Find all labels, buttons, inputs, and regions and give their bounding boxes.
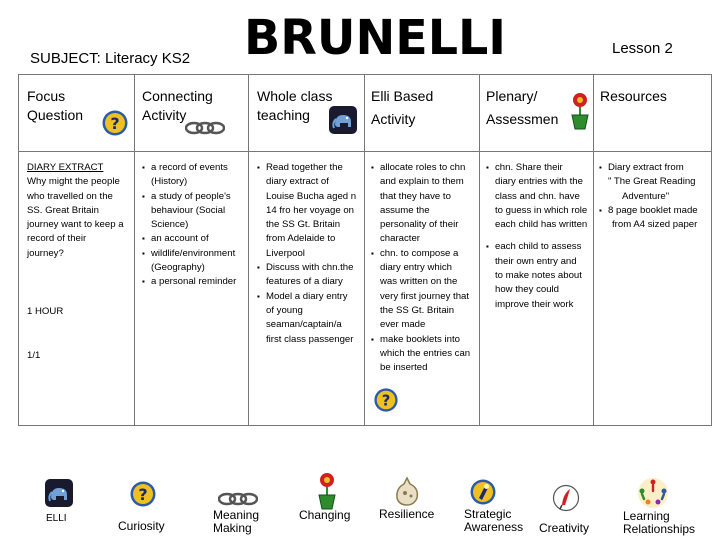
header-whole-class-teaching: Whole class teaching xyxy=(257,88,333,123)
list-item: ▪ Diary extract from " The Great Reading Adventure" xyxy=(599,161,711,204)
svg-text:?: ? xyxy=(110,114,120,133)
header-plenary-assessment: Plenary/ Assessmen xyxy=(486,88,559,127)
list-item: ▪ make booklets into which the entries can be inserted xyxy=(371,333,478,376)
focus-title: DIARY EXTRACT xyxy=(27,162,104,173)
legend-label-elli: ELLI xyxy=(46,513,67,524)
logo-text: BRUNELLI xyxy=(244,12,506,62)
elephant-icon xyxy=(44,478,74,513)
rubber-bag-icon xyxy=(392,476,422,511)
resources-cell xyxy=(599,161,711,232)
lesson-ratio: 1/1 xyxy=(27,350,41,362)
brunelli-logo xyxy=(240,12,510,62)
plenary-assessment-cell xyxy=(486,161,592,312)
header-connecting-activity: Connecting Activity xyxy=(142,88,213,123)
legend-label-creativity: Creativity xyxy=(539,521,590,535)
flower-pot-icon xyxy=(566,91,594,136)
list-item: ▪ a study of people's behaviour (Social Science) xyxy=(142,190,246,233)
svg-text:?: ? xyxy=(381,392,391,411)
header-resources: Resources xyxy=(600,88,667,104)
list-item: ▪ wildlife/environment (Geography) xyxy=(142,247,246,276)
list-item: ▪ each child to assess their own entry and to make notes about how they could improve their work xyxy=(486,240,592,311)
legend-label-resilience: Resilience xyxy=(379,507,435,521)
header-elli-based-activity: Elli Based Activity xyxy=(371,88,434,127)
list-item: ▪ Read together the diary extract of Louise Bucha aged n 14 fro her voyage on the SS Gt. Britain from Adelaide to Liverpool xyxy=(257,161,363,261)
elli-based-activity-cell xyxy=(371,161,478,419)
header-focus-question: Focus Question xyxy=(27,88,84,123)
list-item: ▪ an account of xyxy=(142,232,246,246)
lesson-number: Lesson 2 xyxy=(612,40,673,57)
question-mark-icon xyxy=(129,480,157,513)
chain-links-icon xyxy=(185,119,225,142)
feather-quill-icon xyxy=(552,484,580,517)
legend-label-strategic-awareness: Strategic Awareness xyxy=(464,507,524,534)
list-item: ▪ Model a diary entry of young seaman/captain/a first class passenger xyxy=(257,290,363,347)
list-item: ▪ chn. to compose a diary entry which was written on the very first journey that the SS Gt. Britain ever made xyxy=(371,247,478,333)
svg-text:?: ? xyxy=(138,485,148,504)
lesson-duration: 1 HOUR xyxy=(27,306,64,318)
list-item: ▪ allocate roles to chn and explain to them that they have to assume the personality of their character xyxy=(371,161,478,247)
lesson-plan-table xyxy=(18,74,712,426)
focus-question-cell: DIARY EXTRACT Why might the people who travelled on the SS. Great Britain journey want to keep a record of their journey? 1 HOUR 1/1 xyxy=(27,161,131,364)
list-item: ▪ Discuss with chn.the features of a diary xyxy=(257,261,363,290)
subject-title: SUBJECT: Literacy KS2 xyxy=(30,50,191,67)
list-item: ▪ 8 page booklet made from A4 sized paper xyxy=(599,204,711,233)
legend-label-meaning-making: Meaning Making xyxy=(213,508,260,535)
elephant-icon xyxy=(328,105,358,140)
list-item: ▪ a record of events (History) xyxy=(142,161,246,190)
legend-label-learning-relationships: Learning Relationships xyxy=(623,509,696,536)
whole-class-teaching-cell xyxy=(257,161,363,347)
legend-label-changing: Changing xyxy=(299,508,351,522)
list-item: ▪ chn. Share their diary entries with the class and chn. have to guess in which role each child has written xyxy=(486,161,592,232)
question-mark-icon xyxy=(101,109,129,142)
list-item: ▪ a personal reminder xyxy=(142,275,246,289)
question-mark-icon xyxy=(373,387,478,418)
legend-label-curiosity: Curiosity xyxy=(118,519,165,533)
connecting-activity-cell xyxy=(142,161,246,290)
